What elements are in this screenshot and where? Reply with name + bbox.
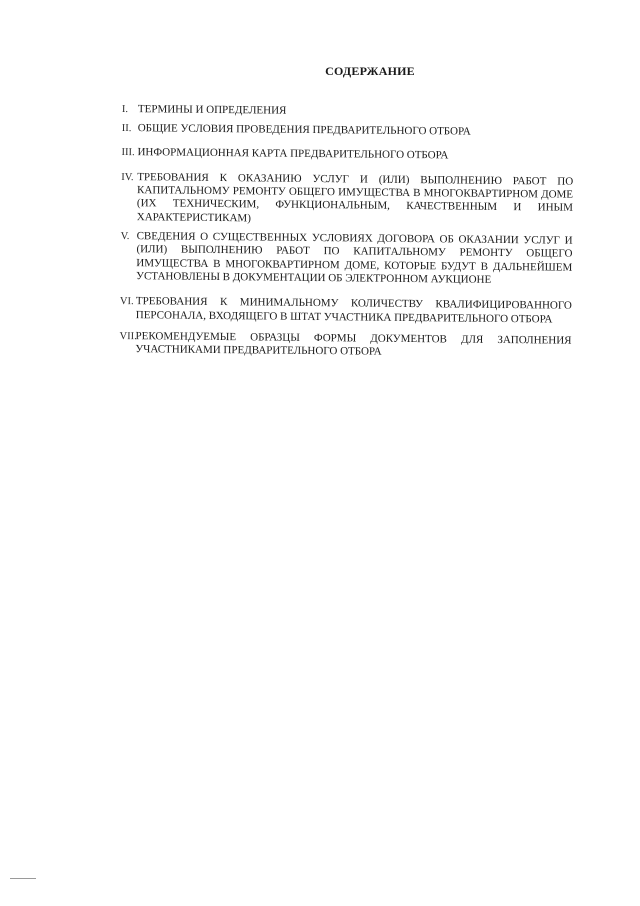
table-of-contents: [119, 103, 574, 369]
toc-entry-title: ТЕРМИНЫ И ОПРЕДЕЛЕНИЯ: [137, 103, 287, 117]
toc-entry-number: II.: [121, 123, 132, 135]
toc-entry-5: [120, 230, 573, 288]
toc-entry-title: ИНФОРМАЦИОННАЯ КАРТА ПРЕДВАРИТЕЛЬНОГО ОТБОРА: [137, 145, 449, 162]
toc-entry-2: [122, 122, 574, 140]
toc-entry-7: [119, 330, 571, 361]
page-title: СОДЕРЖАНИЕ: [325, 64, 415, 78]
toc-entry-title: ТРЕБОВАНИЯ К МИНИМАЛЬНОМУ КОЛИЧЕСТВУ КВАЛИФИЦИРОВАННОГО ПЕРСОНАЛА, ВХОДЯЩЕГО В ШТАТ УЧАСТНИКА ПРЕДВАРИТЕЛЬНОГО ОТБОРА: [135, 295, 572, 326]
toc-entry-4: [121, 171, 574, 229]
toc-entry-number: III.: [121, 146, 135, 158]
toc-entry-number: IV.: [121, 171, 134, 184]
toc-entry-title: РЕКОМЕНДУЕМЫЕ ОБРАЗЦЫ ФОРМЫ ДОКУМЕНТОВ ДЛЯ ЗАПОЛНЕНИЯ УЧАСТНИКАМИ ПРЕДВАРИТЕЛЬНОГО ОТБОРА: [135, 330, 572, 358]
toc-entry-number: VII.: [119, 330, 137, 343]
toc-entry-title: ТРЕБОВАНИЯ К ОКАЗАНИЮ УСЛУГ И (ИЛИ) ВЫПОЛНЕНИЮ РАБОТ ПО КАПИТАЛЬНОМУ РЕМОНТУ ОБЩЕГО ИМУЩЕСТВА В МНОГОКВАРТИРНОМ ДОМЕ (ИХ ТЕХНИЧЕСКИМ, ФУНКЦИОНАЛЬНЫМ, КАЧЕСТВЕННЫМ И ИНЫМ ХАРАКТЕРИСТИКАМ): [136, 171, 574, 225]
toc-entry-number: V.: [120, 231, 130, 243]
toc-entry-title: ОБЩИЕ УСЛОВИЯ ПРОВЕДЕНИЯ ПРЕДВАРИТЕЛЬНОГО ОТБОРА: [137, 122, 471, 138]
toc-entry-1: [122, 103, 574, 121]
toc-entry-title: СВЕДЕНИЯ О СУЩЕСТВЕННЫХ УСЛОВИЯХ ДОГОВОРА ОБ ОКАЗАНИИ УСЛУГ И (ИЛИ) ВЫПОЛНЕНИЮ РАБОТ ПО КАПИТАЛЬНОМУ РЕМОНТУ ОБЩЕГО ИМУЩЕСТВА В МНОГОКВАРТИРНОМ ДОМЕ, КОТОРЫЕ БУДУТ В ДАЛЬНЕЙШЕМ УСТАНОВЛЕНЫ В ДОКУМЕНТАЦИИ ОБ ЭЛЕКТРОННОМ АУКЦИОНЕ: [136, 230, 573, 286]
toc-entry-number: I.: [121, 103, 129, 116]
scan-edge-mark: [10, 878, 36, 879]
toc-entry-number: VI.: [119, 296, 134, 308]
toc-entry-6: [120, 295, 572, 326]
toc-entry-3: [121, 146, 573, 164]
